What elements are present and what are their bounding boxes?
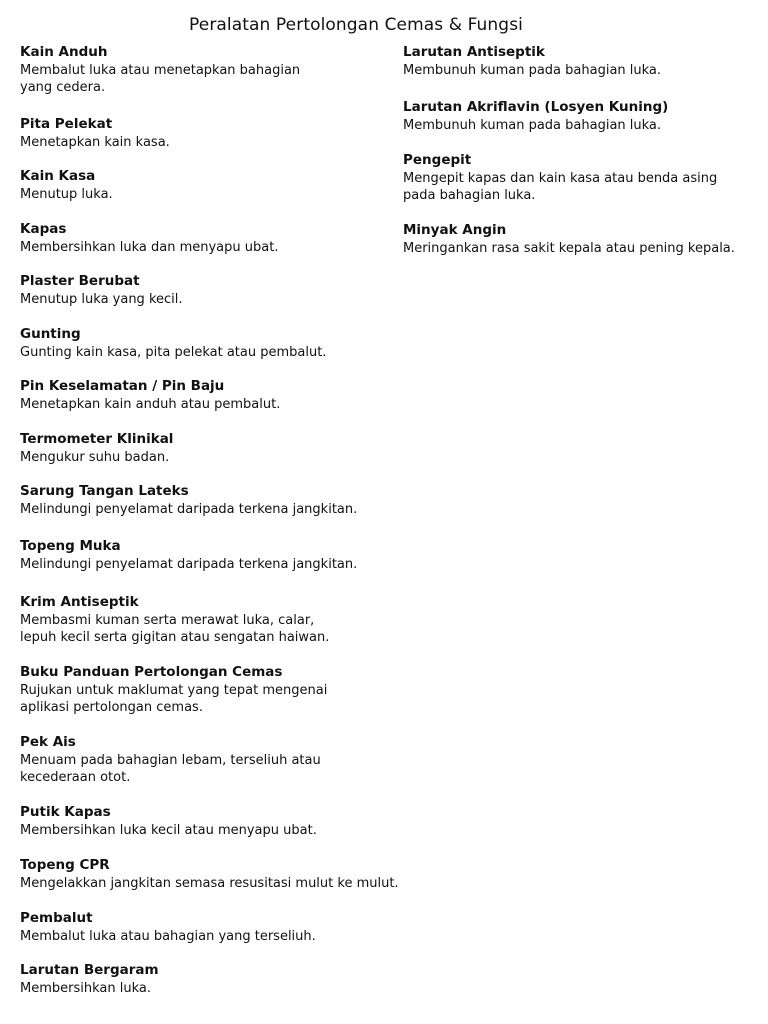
list-item	[20, 910, 400, 945]
item-description: Melindungi penyelamat daripada terkena jangkitan.	[20, 556, 358, 572]
list-item	[20, 378, 400, 413]
item-name: Krim Antiseptik	[20, 594, 139, 610]
list-item	[20, 538, 400, 573]
item-description: Membasmi kuman serta merawat luka, calar, lepuh kecil serta gigitan atau sengatan haiwan.	[20, 612, 330, 645]
item-description: Membersihkan luka dan menyapu ubat.	[20, 239, 279, 255]
item-description: Melindungi penyelamat daripada terkena jangkitan.	[20, 501, 358, 517]
item-description: Rujukan untuk maklumat yang tepat mengenai aplikasi pertolongan cemas.	[20, 682, 328, 715]
item-name: Kain Kasa	[20, 168, 96, 184]
item-description: Menuam pada bahagian lebam, terseliuh atau kecederaan otot.	[20, 752, 321, 785]
item-description: Menutup luka yang kecil.	[20, 291, 183, 307]
item-description: Meringankan rasa sakit kepala atau pening kepala.	[403, 240, 735, 256]
list-item	[403, 44, 763, 79]
item-description: Membunuh kuman pada bahagian luka.	[403, 117, 662, 133]
item-name: Pita Pelekat	[20, 116, 113, 132]
item-description: Mengukur suhu badan.	[20, 449, 170, 465]
item-name: Minyak Angin	[403, 222, 507, 238]
item-name: Termometer Klinikal	[20, 431, 174, 447]
list-item	[403, 222, 763, 257]
item-description: Membalut luka atau menetapkan bahagian yang cedera.	[20, 62, 301, 95]
list-item	[20, 326, 400, 361]
list-item	[20, 483, 400, 518]
page-title: Peralatan Pertolongan Cemas & Fungsi	[189, 15, 523, 35]
item-description: Menetapkan kain anduh atau pembalut.	[20, 396, 281, 412]
list-item	[403, 99, 763, 134]
list-item	[403, 152, 763, 205]
list-item	[20, 664, 400, 717]
list-item	[20, 44, 400, 97]
list-item	[20, 804, 400, 839]
list-item	[20, 221, 400, 256]
item-name: Buku Panduan Pertolongan Cemas	[20, 664, 283, 680]
list-item	[20, 734, 400, 787]
item-name: Sarung Tangan Lateks	[20, 483, 189, 499]
item-description: Menutup luka.	[20, 186, 113, 202]
list-item	[20, 962, 400, 997]
list-item	[20, 594, 400, 647]
item-description: Membersihkan luka.	[20, 980, 151, 996]
list-item	[20, 857, 400, 892]
item-description: Membalut luka atau bahagian yang terseliuh.	[20, 928, 316, 944]
list-item	[20, 273, 400, 308]
item-name: Pin Keselamatan / Pin Baju	[20, 378, 225, 394]
item-name: Plaster Berubat	[20, 273, 140, 289]
item-name: Topeng Muka	[20, 538, 121, 554]
item-description: Gunting kain kasa, pita pelekat atau pembalut.	[20, 344, 327, 360]
item-name: Gunting	[20, 326, 81, 342]
item-name: Pek Ais	[20, 734, 76, 750]
item-name: Putik Kapas	[20, 804, 111, 820]
list-item	[20, 431, 400, 466]
item-name: Kain Anduh	[20, 44, 108, 60]
item-description: Membunuh kuman pada bahagian luka.	[403, 62, 662, 78]
item-name: Pembalut	[20, 910, 93, 926]
item-name: Kapas	[20, 221, 67, 237]
list-item	[20, 168, 400, 203]
item-name: Larutan Akriflavin (Losyen Kuning)	[403, 99, 669, 115]
item-name: Larutan Bergaram	[20, 962, 159, 978]
item-name: Topeng CPR	[20, 857, 110, 873]
item-name: Pengepit	[403, 152, 472, 168]
list-item	[20, 116, 400, 151]
item-description: Menetapkan kain kasa.	[20, 134, 170, 150]
item-name: Larutan Antiseptik	[403, 44, 545, 60]
item-description: Membersihkan luka kecil atau menyapu ubat.	[20, 822, 317, 838]
item-description: Mengepit kapas dan kain kasa atau benda asing pada bahagian luka.	[403, 170, 718, 203]
item-description: Mengelakkan jangkitan semasa resusitasi mulut ke mulut.	[20, 875, 399, 891]
